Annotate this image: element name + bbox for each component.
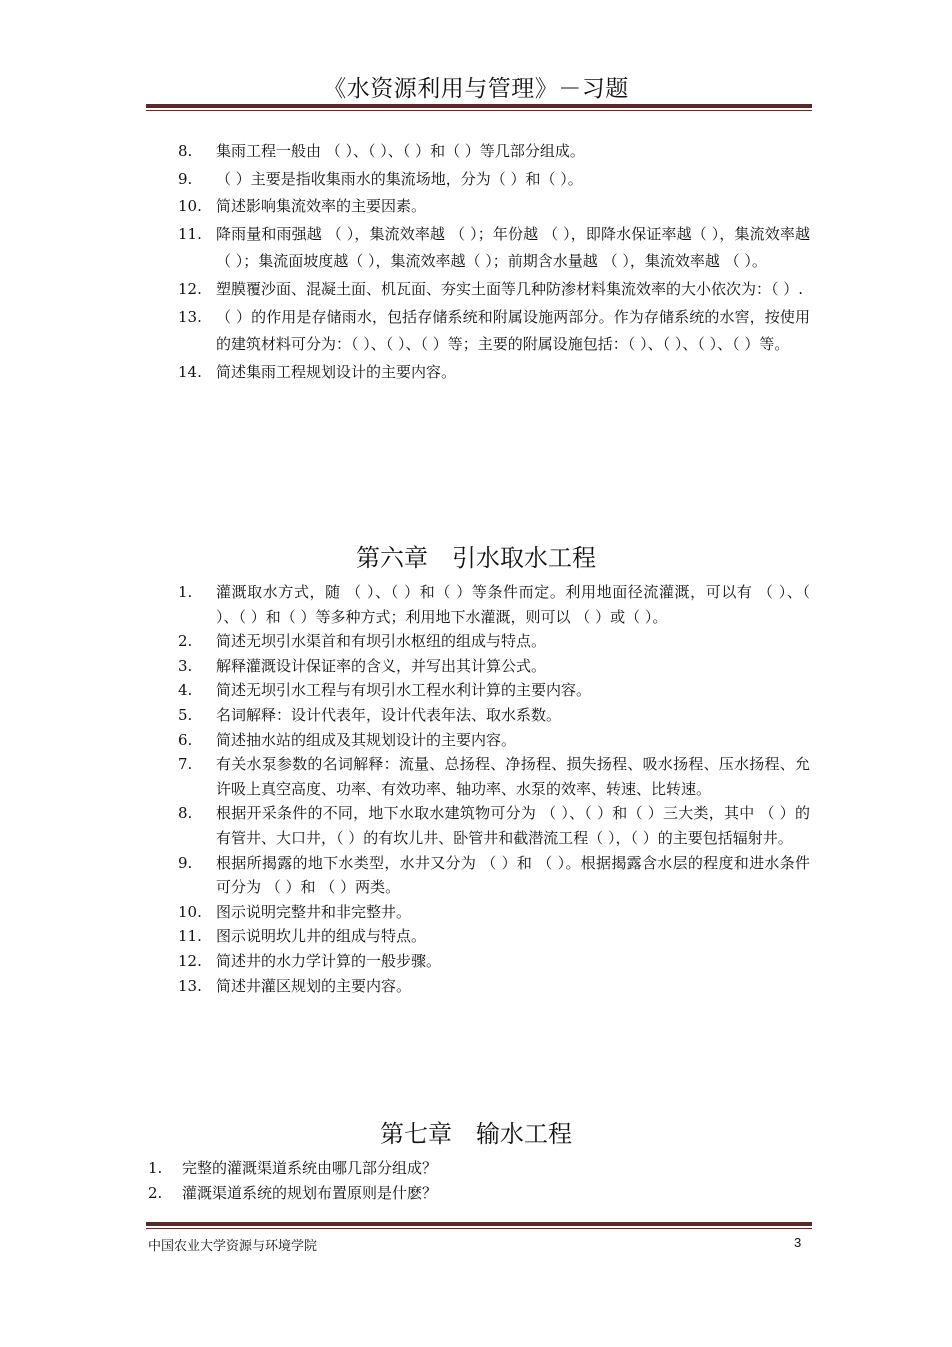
question-item: 3. 解释灌溉设计保证率的含义，并写出其计算公式。 xyxy=(178,656,547,675)
question-item: 8. 集雨工程一般由 （ ）、（ ）、（ ）和（ ）等几部分组成。 xyxy=(178,142,585,160)
question-item: 11. 图示说明坎儿井的组成与特点。 xyxy=(178,927,427,946)
question-item: 4. 简述无坝引水工程与有坝引水工程水利计算的主要内容。 xyxy=(178,681,592,700)
chapter6-question-list xyxy=(178,580,810,998)
question-item: 5. 名词解释：设计代表年，设计代表年法、取水系数。 xyxy=(178,705,562,724)
chapter7-question-list xyxy=(148,1156,780,1205)
question-item: 10. 图示说明完整井和非完整井。 xyxy=(178,902,412,921)
question-item: 1. 完整的灌溉渠道系统由哪几部分组成？ xyxy=(148,1159,438,1177)
question-item: 12. 简述井的水力学计算的一般步骤。 xyxy=(178,951,442,970)
question-item: 2. 灌溉渠道系统的规划布置原则是什麽？ xyxy=(148,1183,438,1202)
question-item: 13. （ ）的作用是存储雨水，包括存储系统和附属设施两部分。作为存储系统的水窖，按使用的建筑材料可分为：（ ）、（ ）、（ ）等；主要的附属设施包括：（ ）、（ ）、（ ）、（ ）等。 xyxy=(178,307,810,354)
question-item: 6. 简述抽水站的组成及其规划设计的主要内容。 xyxy=(178,730,517,749)
question-item: 9. 根据所揭露的地下水类型，水井又分为 （ ）和 （ ）。根据揭露含水层的程度和进水条件可分为 （ ）和 （ ）两类。 xyxy=(178,853,810,897)
question-item: 7. 有关水泵参数的名词解释：流量、总扬程、净扬程、损失扬程、吸水扬程、压水扬程、允许吸上真空高度、功率、有效功率、轴功率、水泵的效率、转速、比转速。 xyxy=(178,755,810,798)
question-item: 9. （ ）主要是指收集雨水的集流场地，分为（ ）和（ ）。 xyxy=(178,169,583,188)
question-item: 13. 简述井灌区规划的主要内容。 xyxy=(178,976,412,995)
question-item: 11. 降雨量和雨强越 （ ），集流效率越 （ ）；年份越 （ ），即降水保证率越（ ），集流效率越（ ）；集流面坡度越（ ），集流效率越（ ）；前期含水量越 （ ），集流效率越 （ ）。 xyxy=(178,224,810,271)
page-number: 3 xyxy=(794,1235,802,1250)
question-item: 12. 塑膜覆沙面、混凝土面、机瓦面、夯实土面等几种防渗材料集流效率的大小依次为：（ ）. xyxy=(178,279,804,298)
chapter5-question-list xyxy=(178,138,810,386)
footer-rule xyxy=(146,1222,812,1229)
chapter6-title: 第六章 引水取水工程 xyxy=(356,544,596,572)
question-item: 8. 根据开采条件的不同，地下水取水建筑物可分为 （ ）、（ ）和（ ）三大类，其中 （ ）的有管井、大口井，（ ）的有坎儿井、卧管井和截潜流工程（ ），（ ）的主要包括辐射井。 xyxy=(178,804,810,847)
question-item: 10. 简述影响集流效率的主要因素。 xyxy=(178,197,427,216)
question-item: 2. 简述无坝引水渠首和有坝引水枢纽的组成与特点。 xyxy=(178,632,547,651)
header-rule xyxy=(146,104,812,111)
question-item: 14. 简述集雨工程规划设计的主要内容。 xyxy=(178,362,457,381)
page-header-title: 《水资源利用与管理》－习题 xyxy=(323,76,629,102)
footer-institution: 中国农业大学资源与环境学院 xyxy=(148,1239,318,1254)
question-item: 1. 灌溉取水方式，随 （ ）、（ ）和（ ）等条件而定。利用地面径流灌溉，可以有 （ ）、（ ）、（ ）和（ ）等多种方式；利用地下水灌溉，则可以 （ ）或（ ）。 xyxy=(178,583,810,626)
chapter7-title: 第七章 输水工程 xyxy=(380,1120,572,1148)
